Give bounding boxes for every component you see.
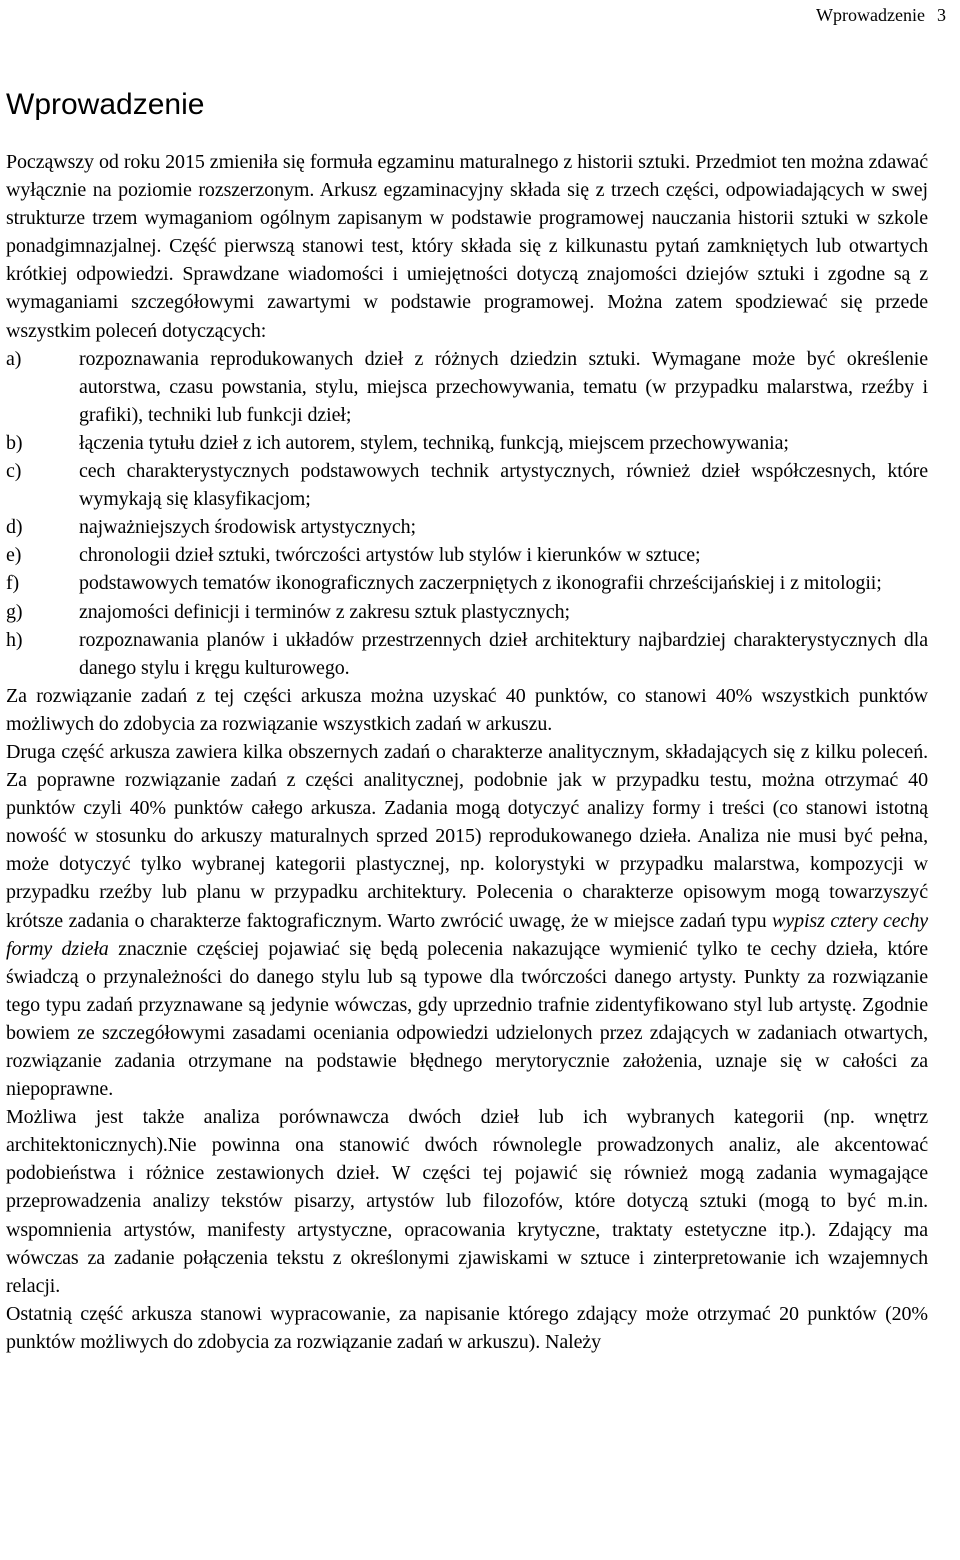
list-marker: g) [6, 600, 23, 623]
list-item [6, 626, 928, 682]
page-number: 3 [937, 5, 946, 25]
list-marker: f) [6, 572, 20, 595]
list-item-text: rozpoznawania planów i układów przestrzennych dzieł architektury najbardziej charakterystycznych dla danego stylu i kręgu kulturowego. [79, 628, 928, 679]
running-header-title: Wprowadzenie [816, 5, 925, 25]
intro-paragraph: Począwszy od roku 2015 zmieniła się formuła egzaminu maturalnego z historii sztuki. Przedmiot ten można zdawać wyłącznie na poziomie rozszerzonym. Arkusz egzaminacyjny składa się z trzech części, odpowiadających w swej strukturze trzem wymaganiom ogólnym zapisanym w podstawie programowej nauczania historii sztuki w szkole ponadgimnazjalnej. Część pierwszą stanowi test, który składa się z kilkunastu pytań zamkniętych lub otwartych krótkiej odpowiedzi. Sprawdzane wiadomości i umiejętności dotyczą znajomości dziejów sztuki i zgodne są z wymaganiami szczegółowymi zawartymi w podstawie programowej. Można zatem spodziewać się przede wszystkim poleceń dotyczących: [6, 151, 928, 342]
list-marker: d) [6, 516, 23, 539]
list-item [6, 598, 928, 626]
list-item [6, 541, 928, 569]
part-two-paragraph [6, 738, 928, 1103]
list-item-text: rozpoznawania reprodukowanych dzieł z różnych dziedzin sztuki. Wymagane może być określenie autorstwa, czasu powstania, stylu, miejsca przechowywania, tematu (w przypadku malarstwa, rzeźby i grafiki), techniki lub funkcji dzieł; [79, 347, 928, 426]
list-item [6, 429, 928, 457]
list-item-text: łączenia tytułu dzieł z ich autorem, stylem, techniką, funkcją, miejscem przechowywania; [79, 431, 789, 454]
page-title: Wprowadzenie [6, 88, 205, 121]
list-item-text: chronologii dzieł sztuki, twórczości artystów lub stylów i kierunków w sztuce; [79, 544, 701, 567]
list-item [6, 569, 928, 597]
list-item-text: znajomości definicji i terminów z zakresu sztuk plastycznych; [79, 600, 570, 623]
list-item [6, 513, 928, 541]
list-item-text: cech charakterystycznych podstawowych technik artystycznych, również dzieł współczesnych, które wymykają się klasyfikacjom; [79, 460, 928, 511]
points-paragraph: Za rozwiązanie zadań z tej części arkusza można uzyskać 40 punktów, co stanowi 40% wszystkich punktów możliwych do zdobycia za rozwiązanie wszystkich zadań w arkuszu. [6, 684, 928, 735]
list-marker: b) [6, 431, 23, 454]
list-item-text: podstawowych tematów ikonograficznych zaczerpniętych z ikonografii chrześcijańskiej i z mitologii; [79, 572, 882, 595]
document-body [6, 148, 928, 1356]
list-item-text: najważniejszych środowisk artystycznych; [79, 516, 417, 539]
list-marker: a) [6, 347, 22, 370]
part-two-text-start: Druga część arkusza zawiera kilka obszernych zadań o charakterze analitycznym, składających się z kilku poleceń. Za poprawne rozwiązanie zadań z części analitycznej, podobnie jak w przypadku testu, można otrzymać 40 punktów czyli 40% punktów całego arkusza. Zadania mogą dotyczyć analizy formy i treści (co stanowi istotną nowość w stosunku do arkuszy maturalnych sprzed 2015) reprodukowanego dzieła. Analiza nie musi być pełna, może dotyczyć tylko wybranej kategorii plastycznej, np. kolorystyki w przypadku malarstwa, kompozycji w przypadku rzeźby lub planu w przypadku architektury. Polecenia o charakterze opisowym mogą towarzyszyć krótsze zadania o charakterze faktograficznym. Warto zwrócić uwagę, że w miejsce zadań typu [6, 740, 928, 932]
part-two-text-end: znacznie częściej pojawiać się będą polecenia nakazujące wymienić tylko te cechy dzieła, które świadczą o przynależności do danego stylu lub są typowe dla twórczości danego artysty. Punkty za rozwiązanie tego typu zadań przyznawane są jedynie wówczas, gdy uprzednio trafnie zidentyfikowano styl lub artystę. Zgodnie bowiem ze szczegółowymi zasadami oceniania odpowiedzi udzielonych przez zdających w zadaniach otwartych, rozwiązanie zadania otrzymane na podstawie błędnego merytorycznie założenia, uznaje się w całości za niepoprawne. [6, 937, 928, 1101]
requirements-list [6, 345, 928, 682]
list-item [6, 345, 928, 429]
essay-paragraph: Ostatnią część arkusza stanowi wypracowanie, za napisanie którego zdający może otrzymać 20 punktów (20% punktów możliwych do zdobycia za rozwiązanie zadań w arkuszu). Należy [6, 1302, 928, 1353]
comparative-analysis-paragraph: Możliwa jest także analiza porównawcza dwóch dzieł lub ich wybranych kategorii (np. wnętrz architektonicznych).Nie powinna ona stanowić dwóch równolegle prowadzonych analiz, ale akcentować podobieństwa i różnice zestawionych dzieł. W części tej pojawić się również mogą zadania wymagające przeprowadzenia analizy tekstów pisarzy, artystów lub filozofów, które dotyczą sztuki (mogą to być m.in. wspomnienia artystów, manifesty artystyczne, opracowania krytyczne, traktaty estetyczne itp.). Zdający ma wówczas za zadanie połączenia tekstu z określonymi zjawiskami w sztuce i zinterpretowanie ich wzajemnych relacji. [6, 1106, 928, 1297]
list-marker: c) [6, 460, 22, 483]
list-item [6, 457, 928, 513]
list-marker: e) [6, 544, 22, 567]
example-task-phrase: wypisz cztery cechy formy dzieła [6, 909, 929, 960]
list-marker: h) [6, 628, 23, 651]
page-header [816, 3, 946, 27]
